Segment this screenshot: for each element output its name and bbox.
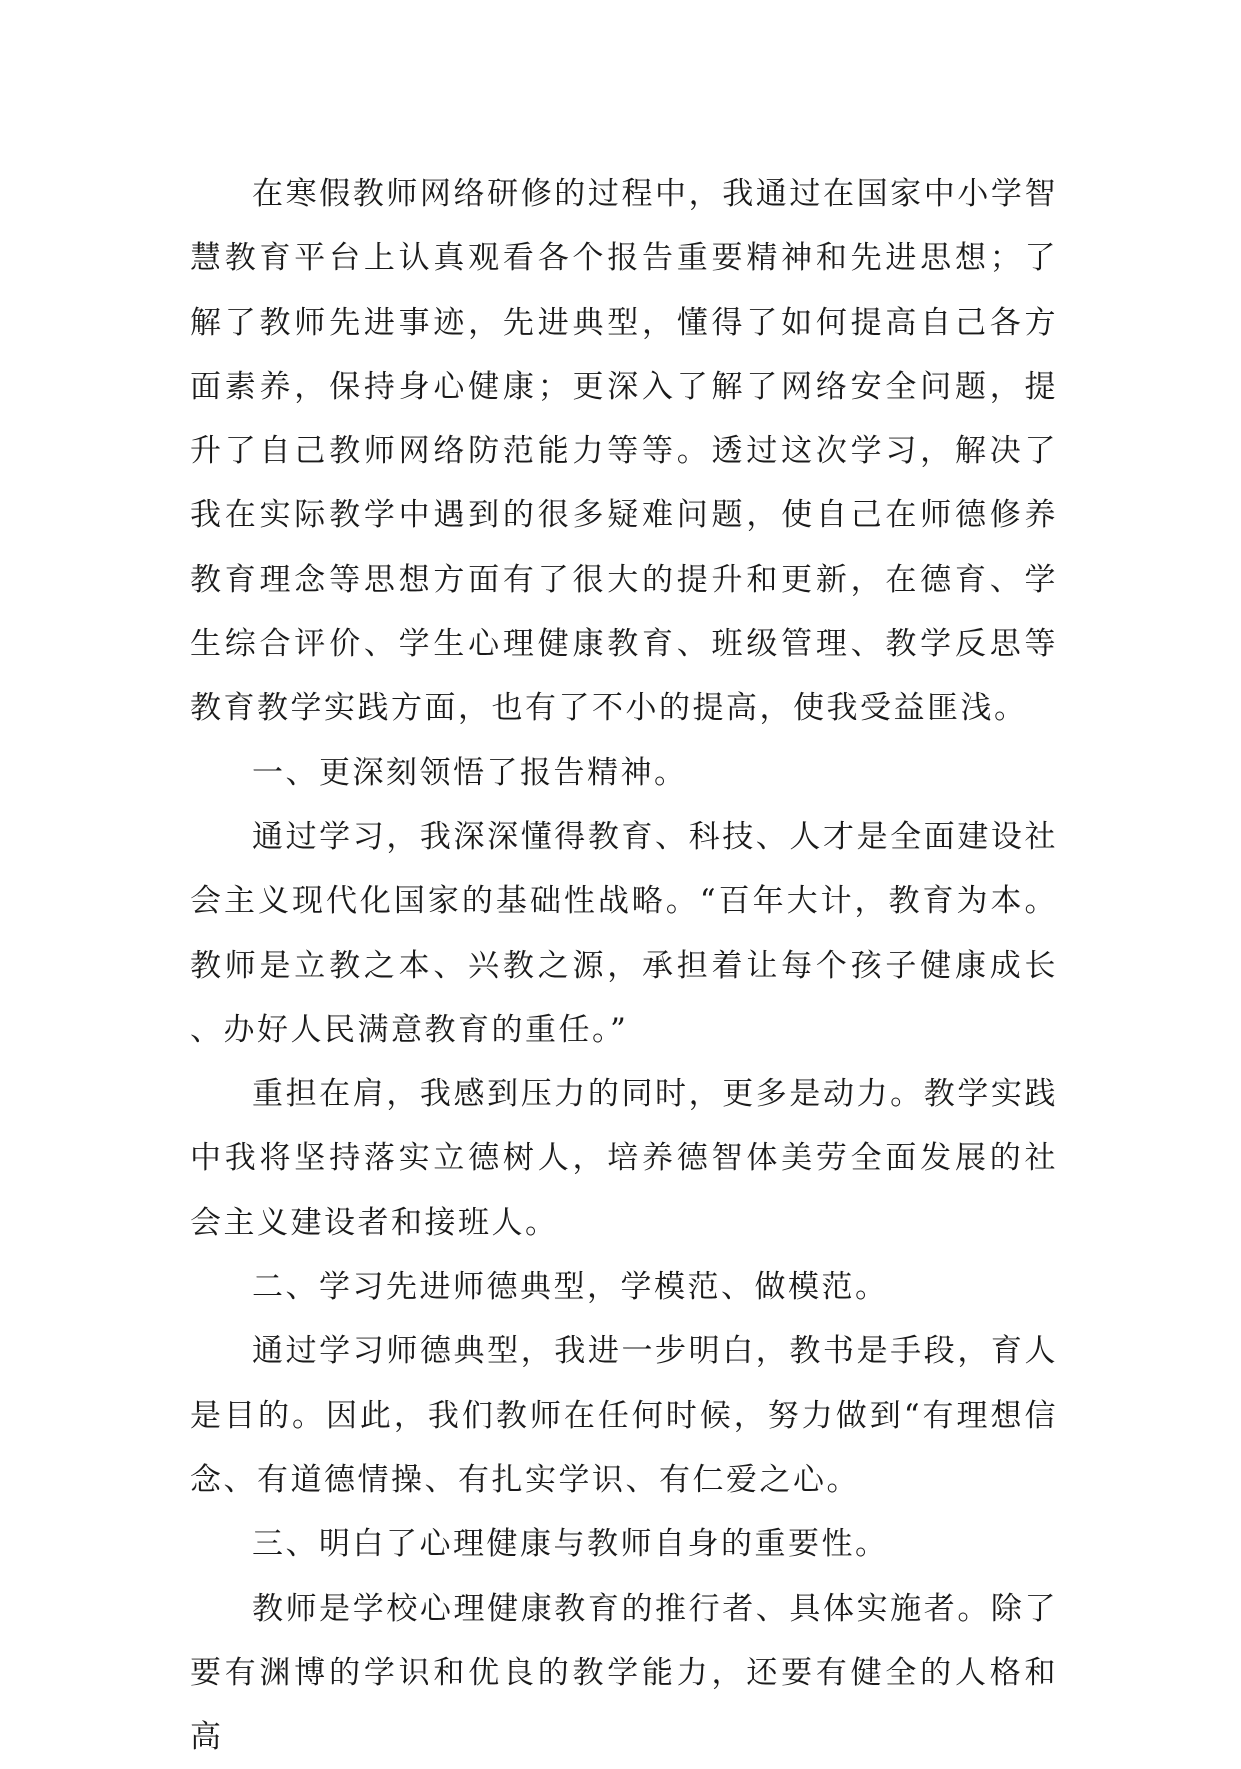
- paragraph-section-3: 教师是学校心理健康教育的推行者、具体实施者。除了要有渊博的学识和优良的教学能力，还要有健全的人格和高: [190, 1590, 1058, 1756]
- document-body: [190, 162, 1058, 1769]
- section-heading-3: 三、明白了心理健康与教师自身的重要性。: [252, 1526, 889, 1563]
- paragraph-intro: 在寒假教师网络研修的过程中，我通过在国家中小学智慧教育平台上认真观看各个报告重要精神和先进思想；了解了教师先进事迹，先进典型，懂得了如何提高自己各方面素养，保持身心健康；更深入了解了网络安全问题，提升了自己教师网络防范能力等等。透过这次学习，解决了我在实际教学中遇到的很多疑难问题，使自己在师德修养教育理念等思想方面有了很大的提升和更新，在德育、学生综合评价、学生心理健康教育、班级管理、教学反思等教育教学实践方面，也有了不小的提高，使我受益匪浅。: [190, 176, 1058, 727]
- section-heading-1: 一、更深刻领悟了报告精神。: [252, 754, 688, 791]
- paragraph-section-1-b: 重担在肩，我感到压力的同时，更多是动力。教学实践中我将坚持落实立德树人，培养德智体美劳全面发展的社会主义建设者和接班人。: [190, 1076, 1058, 1241]
- paragraph-section-1-a: 通过学习，我深深懂得教育、科技、人才是全面建设社会主义现代化国家的基础性战略。“百年大计，教育为本。教师是立教之本、兴教之源，承担着让每个孩子健康成长、办好人民满意教育的重任。”: [190, 818, 1058, 1048]
- paragraph-section-2: 通过学习师德典型，我进一步明白，教书是手段，育人是目的。因此，我们教师在任何时候，努力做到“有理想信念、有道德情操、有扎实学识、有仁爱之心。: [190, 1333, 1058, 1498]
- section-heading-2: 二、学习先进师德典型，学模范、做模范。: [252, 1269, 889, 1306]
